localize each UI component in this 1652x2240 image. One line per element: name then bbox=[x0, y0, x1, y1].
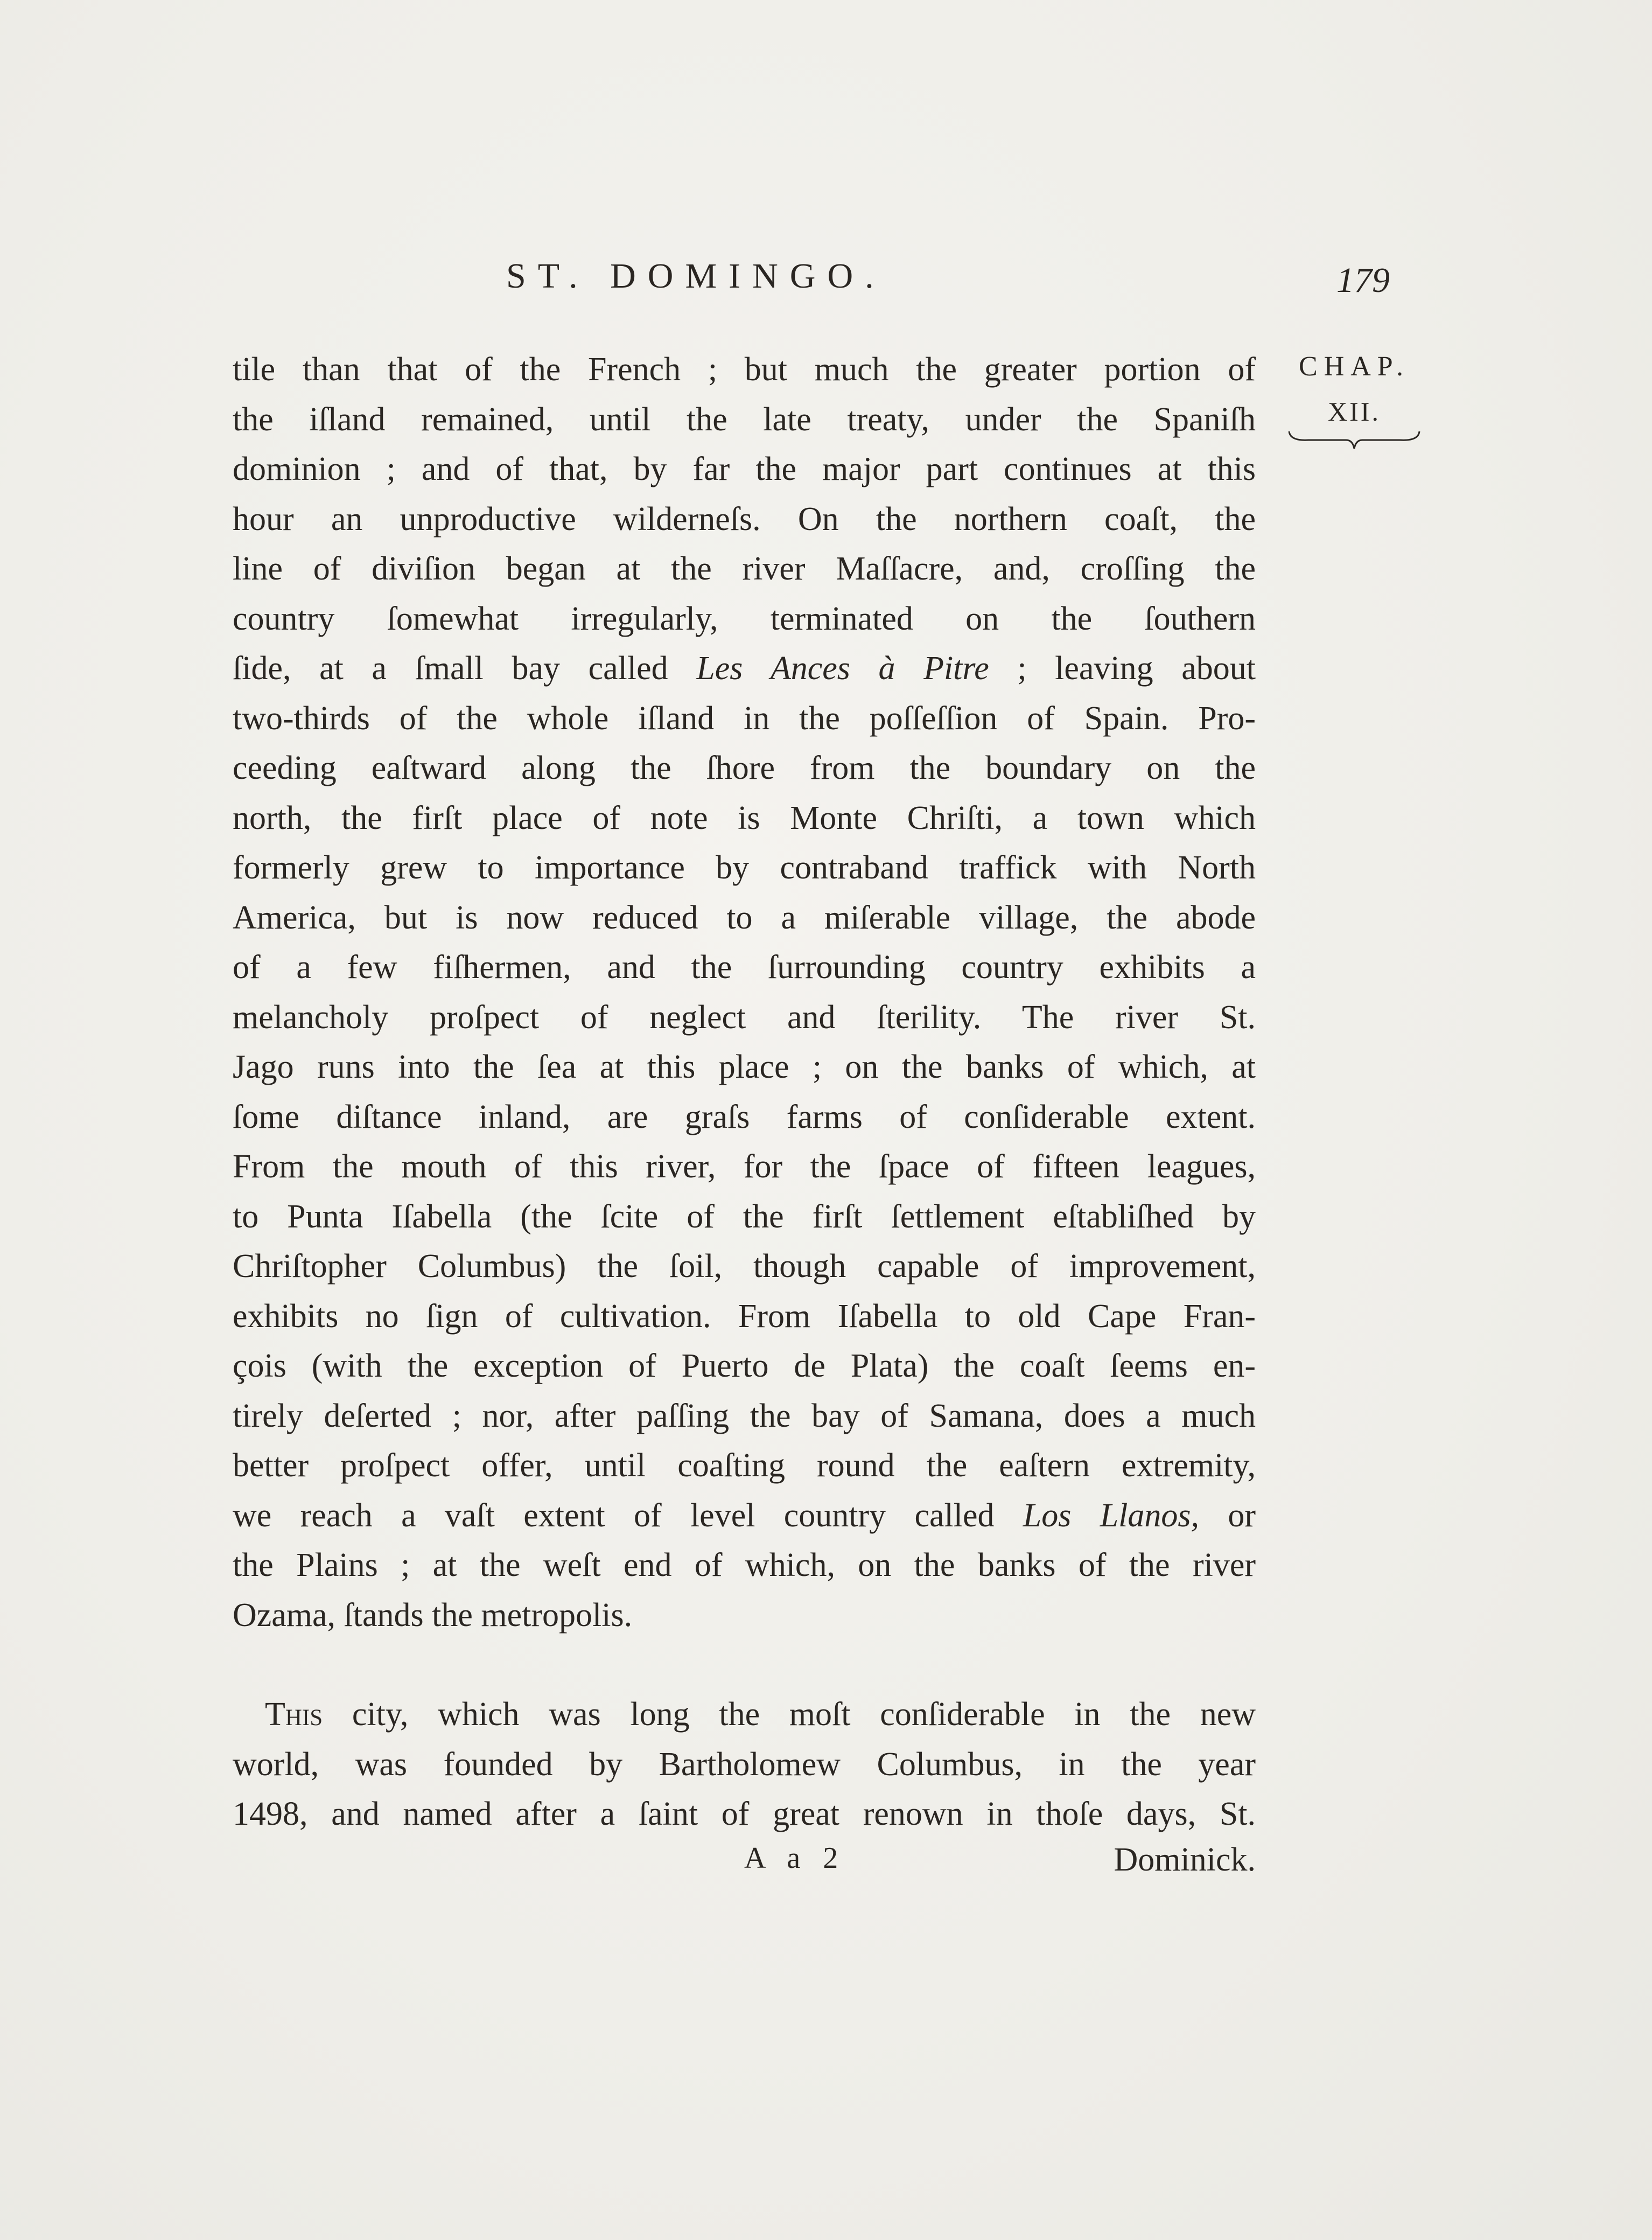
body-text bbox=[233, 345, 1256, 1839]
text-segment: we reach a vaſt extent of level country called bbox=[233, 1497, 995, 1534]
text-line: formerly grew to importance by contraband traffick with North bbox=[233, 849, 1256, 886]
text-line: two-thirds of the whole iſland in the poſſeſſion of Spain. Pro- bbox=[233, 700, 1256, 737]
chapter-number: XII. bbox=[1328, 396, 1381, 427]
text-line: hour an unproductive wilderneſs. On the northern coaſt, the bbox=[233, 500, 1256, 538]
text-segment: or bbox=[1199, 1497, 1256, 1534]
text-line: From the mouth of this river, for the ſpace of fifteen leagues, bbox=[233, 1148, 1256, 1185]
text-line: ſome diſtance inland, are graſs farms of conſiderable extent. bbox=[233, 1098, 1256, 1135]
footer-row bbox=[233, 1841, 1256, 1884]
text-line: the iſland remained, until the late treaty, under the Spaniſh bbox=[233, 401, 1256, 438]
text-line-mixed bbox=[233, 1491, 1256, 1541]
running-title: ST. DOMINGO. bbox=[506, 256, 886, 296]
text-line-mixed bbox=[233, 1690, 1256, 1740]
text-line: tirely deſerted ; nor, after paſſing the bay of Samana, does a much bbox=[233, 1397, 1256, 1434]
text-line: exhibits no ſign of cultivation. From Iſabella to old Cape Fran- bbox=[233, 1297, 1256, 1335]
text-line: country ſomewhat irregularly, terminated on the ſouthern bbox=[233, 600, 1256, 637]
text-line: north, the firſt place of note is Monte Chriſti, a town which bbox=[233, 799, 1256, 836]
text-line: line of diviſion began at the river Maſſacre, and, croſſing the bbox=[233, 550, 1256, 587]
signature-mark: A a 2 bbox=[744, 1841, 846, 1875]
text-line: world, was founded by Bartholomew Columbus, in the year bbox=[233, 1746, 1256, 1783]
text-line-mixed bbox=[233, 644, 1256, 694]
text-line: Jago runs into the ſea at this place ; on the banks of which, at bbox=[233, 1049, 1256, 1085]
text-line: dominion ; and of that, by far the major part continues at this bbox=[233, 451, 1256, 487]
text-line: better proſpect offer, until coaſting round the eaſtern extremity, bbox=[233, 1447, 1256, 1484]
text-segment: ; leaving about bbox=[989, 650, 1256, 687]
paragraph-initial-word: This bbox=[265, 1696, 323, 1733]
text-segment: ſide, at a ſmall bay called bbox=[233, 650, 668, 687]
paragraph-gap bbox=[233, 1640, 1256, 1690]
paragraph-2 bbox=[233, 1690, 1256, 1839]
text-line: the Plains ; at the weſt end of which, on the banks of the river bbox=[233, 1547, 1256, 1583]
text-line: Ozama, ſtands the metropolis. bbox=[233, 1596, 633, 1634]
text-line: çois (with the exception of Puerto de Plata) the coaſt ſeems en- bbox=[233, 1348, 1256, 1384]
italic-place-name: Les Ances à Pitre bbox=[696, 650, 989, 687]
margin-note bbox=[1284, 353, 1424, 452]
catchword: Dominick. bbox=[1114, 1841, 1256, 1878]
text-line: 1498, and named after a ſaint of great renown in thoſe days, St. bbox=[233, 1796, 1256, 1832]
italic-place-name: Los Llanos, bbox=[1023, 1497, 1200, 1534]
text-line: America, but is now reduced to a miſerable village, the abode bbox=[233, 899, 1256, 936]
chapter-label: CHAP. bbox=[1299, 351, 1410, 382]
text-line: Chriſtopher Columbus) the ſoil, though capable of improvement, bbox=[233, 1248, 1256, 1285]
text-line: to Punta Iſabella (the ſcite of the firſt ſettlement eſtabliſhed by bbox=[233, 1198, 1256, 1235]
brace-ornament bbox=[1287, 428, 1422, 452]
page-number: 179 bbox=[1336, 261, 1390, 300]
text-line: ceeding eaſtward along the ſhore from the boundary on the bbox=[233, 750, 1256, 786]
text-line: tile than that of the French ; but much the greater portion of bbox=[233, 351, 1256, 388]
text-line: of a few fiſhermen, and the ſurrounding country exhibits a bbox=[233, 949, 1256, 986]
text-segment: city, which was long the moſt conſiderable in the new bbox=[323, 1696, 1256, 1733]
paragraph-1 bbox=[233, 345, 1256, 1640]
text-line: melancholy proſpect of neglect and ſterility. The river St. bbox=[233, 999, 1256, 1036]
